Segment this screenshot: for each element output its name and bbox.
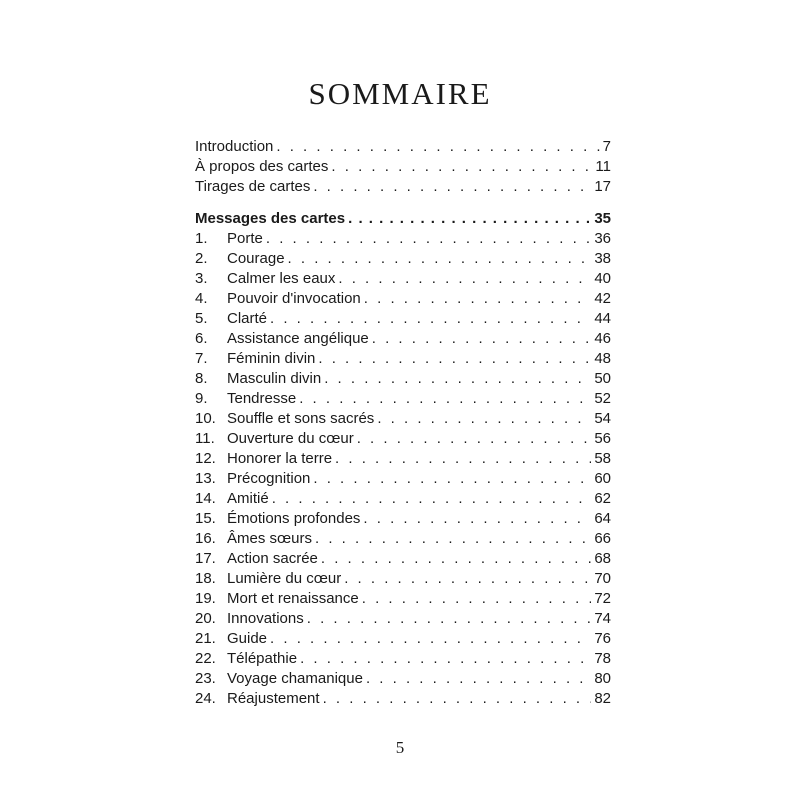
toc-card-entry [195,309,611,329]
page-title: SOMMAIRE [308,76,492,111]
dot-leader [313,177,591,197]
toc-card-page: 70 [594,570,611,587]
toc-card-label: Masculin divin [227,370,322,387]
toc-card-entry [195,389,611,409]
toc-card-number: 23. [195,670,216,687]
toc-card-number: 9. [195,390,208,407]
toc-entry-page: 11 [595,158,611,175]
toc-card-number: 15. [195,510,216,527]
dot-leader [335,449,591,469]
toc-card-entry [195,289,611,309]
toc-card-label: Action sacrée [227,550,318,567]
toc-card-page: 58 [594,450,611,467]
toc-card-page: 46 [594,330,611,347]
toc-card-page: 68 [594,550,611,567]
toc-card-entry [195,409,611,429]
toc-card-label: Ouverture du cœur [227,430,354,447]
toc-card-entry [195,229,611,249]
toc-card-label: Pouvoir d'invocation [227,290,361,307]
toc-card-entry [195,609,611,629]
toc-card-label: Âmes sœurs [227,530,313,547]
toc-card-entry [195,509,611,529]
dot-leader [331,157,592,177]
toc-card-entry [195,249,611,269]
toc-entry-label: À propos des cartes [195,158,329,175]
table-of-contents [195,137,611,709]
toc-card-label: Assistance angélique [227,330,369,347]
toc-card-entry [195,329,611,349]
toc-card-page: 66 [594,530,611,547]
toc-card-number: 16. [195,530,216,547]
toc-card-number: 22. [195,650,216,667]
toc-card-number: 21. [195,630,216,647]
toc-card-page: 56 [594,430,611,447]
toc-card-entry [195,269,611,289]
toc-card-number: 24. [195,690,216,707]
dot-leader [276,137,599,157]
dot-leader [313,469,591,489]
toc-card-page: 38 [594,250,611,267]
toc-card-number: 19. [195,590,216,607]
toc-card-page: 74 [594,610,611,627]
page-number: 5 [395,738,405,757]
toc-card-label: Souffle et sons sacrés [227,410,375,427]
dot-leader [299,389,591,409]
dot-leader [321,549,591,569]
toc-card-page: 76 [594,630,611,647]
toc-card-page: 62 [594,490,611,507]
toc-card-page: 72 [594,590,611,607]
toc-card-page: 48 [594,350,611,367]
toc-card-label: Courage [227,250,285,267]
dot-leader [323,689,592,709]
toc-card-number: 4. [195,290,208,307]
toc-card-number: 2. [195,250,208,267]
toc-card-label: Voyage chamanique [227,670,363,687]
toc-card-page: 36 [594,230,611,247]
toc-card-number: 3. [195,270,208,287]
dot-leader [377,409,591,429]
toc-card-label: Guide [227,630,268,647]
toc-card-number: 13. [195,470,216,487]
dot-leader [364,289,592,309]
toc-card-page: 82 [594,690,611,707]
toc-card-number: 17. [195,550,216,567]
toc-card-label: Télépathie [227,650,298,667]
toc-card-label: Précognition [227,470,311,487]
toc-card-entry [195,649,611,669]
dot-leader [362,589,592,609]
toc-section-messages [195,209,611,229]
toc-card-label: Innovations [227,610,304,627]
toc-card-page: 40 [594,270,611,287]
toc-entry-a-propos [195,157,611,177]
toc-card-number: 1. [195,230,208,247]
dot-leader [344,569,591,589]
toc-card-entry [195,429,611,449]
dot-leader [270,629,591,649]
dot-leader [318,349,591,369]
toc-card-entry [195,569,611,589]
toc-card-number: 8. [195,370,208,387]
toc-card-label: Mort et renaissance [227,590,359,607]
dot-leader [270,309,591,329]
toc-card-entry [195,669,611,689]
toc-card-page: 42 [594,290,611,307]
toc-section-label: Messages des cartes [195,210,346,227]
dot-leader [366,669,591,689]
toc-card-entry [195,589,611,609]
dot-leader [338,269,591,289]
dot-leader [324,369,591,389]
dot-leader [357,429,592,449]
toc-card-number: 6. [195,330,208,347]
toc-entry-introduction [195,137,611,157]
toc-card-entry [195,529,611,549]
toc-card-label: Réajustement [227,690,320,707]
toc-card-entry [195,689,611,709]
toc-entry-page: 7 [602,138,611,155]
toc-card-number: 14. [195,490,216,507]
toc-entry-tirages [195,177,611,197]
toc-card-number: 7. [195,350,208,367]
toc-card-entry [195,349,611,369]
toc-card-entry [195,489,611,509]
dot-leader [348,209,591,229]
toc-card-page: 52 [594,390,611,407]
toc-card-label: Lumière du cœur [227,570,342,587]
dot-leader [372,329,592,349]
toc-card-label: Clarté [227,310,268,327]
toc-card-label: Honorer la terre [227,450,333,467]
toc-card-entry [195,629,611,649]
dot-leader [300,649,591,669]
dot-leader [288,249,592,269]
toc-card-number: 12. [195,450,216,467]
toc-card-entry [195,469,611,489]
toc-card-entry [195,449,611,469]
toc-card-page: 44 [594,310,611,327]
toc-card-entry [195,549,611,569]
toc-card-page: 54 [594,410,611,427]
toc-card-number: 11. [195,430,215,447]
toc-card-label: Féminin divin [227,350,316,367]
dot-leader [363,509,591,529]
toc-card-label: Calmer les eaux [227,270,336,287]
toc-card-number: 10. [195,410,216,427]
toc-card-number: 5. [195,310,208,327]
dot-leader [315,529,591,549]
toc-entry-page: 17 [594,178,611,195]
toc-card-number: 18. [195,570,216,587]
toc-section-page: 35 [594,210,611,227]
dot-leader [272,489,592,509]
toc-card-page: 80 [594,670,611,687]
dot-leader [307,609,592,629]
toc-card-label: Amitié [227,490,269,507]
card-list [195,229,611,709]
toc-card-page: 78 [594,650,611,667]
toc-card-label: Tendresse [227,390,297,407]
toc-card-page: 64 [594,510,611,527]
toc-entry-label: Introduction [195,138,274,155]
toc-card-page: 60 [594,470,611,487]
toc-card-entry [195,369,611,389]
dot-leader [266,229,591,249]
toc-card-label: Porte [227,230,263,247]
toc-entry-label: Tirages de cartes [195,178,311,195]
toc-card-number: 20. [195,610,216,627]
toc-card-page: 50 [594,370,611,387]
toc-card-label: Émotions profondes [227,510,361,527]
